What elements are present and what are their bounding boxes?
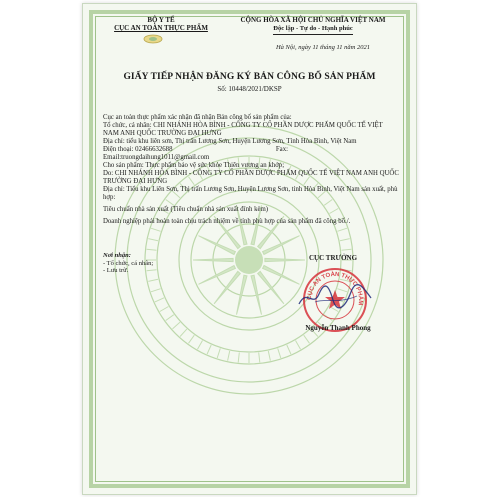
- intro-line: Cục an toàn thực phẩm xác nhận đã nhận Bản công bố sản phẩm của:: [103, 114, 292, 121]
- handwritten-signature: [295, 282, 375, 312]
- agency-logo-icon: [143, 34, 163, 44]
- signer-name: Nguyễn Thanh Phong: [305, 324, 371, 332]
- national-header: [223, 16, 403, 35]
- responsibility-line: Doanh nghiệp phải hoàn toàn chịu trách nhiệm về tính phù hợp của sản phẩm đã công bố./.: [103, 218, 351, 226]
- recipient-item: - Lưu trữ.: [103, 267, 129, 275]
- standard-line: Tiêu chuẩn nhà sản xuất (Tiêu chuẩn nhà sản xuất đính kèm): [103, 206, 269, 214]
- national-motto: Độc lập - Tự do - Hạnh phúc: [273, 25, 352, 35]
- ministry-name: BỘ Y TẾ: [147, 16, 175, 24]
- recipients-block: [103, 252, 213, 275]
- document-body: [103, 114, 399, 226]
- producer-label: Do:: [103, 170, 114, 178]
- recipient-item: - Tổ chức, cá nhân;: [103, 259, 154, 267]
- phone-fax-line: [103, 146, 399, 154]
- fax-label: Fax:: [275, 146, 288, 154]
- product-line: Cho sản phẩm: Thực phẩm bảo vệ sức khỏe Thiên vương an khớp;: [103, 162, 285, 170]
- signer-title: CỤC TRƯỞNG: [308, 254, 358, 262]
- producer-address-line: Địa chỉ: Tiểu khu Liên Sơn, Thị trấn Lương Sơn, Huyện Lương Sơn, tỉnh Hòa Bình, Việt Nam sản xuất, phù hợp:: [103, 186, 398, 202]
- email-line: [103, 154, 399, 162]
- email-label: Email:: [103, 154, 122, 162]
- document-number: Số: 10448/2021/DKSP: [217, 85, 282, 93]
- phone-value: 02466632688: [135, 146, 173, 154]
- document-title: GIẤY TIẾP NHẬN ĐĂNG KÝ BẢN CÔNG BỐ SẢN PHẨM: [123, 72, 376, 82]
- producer-value: CHI NHÁNH HÒA BÌNH - CÔNG TY CỔ PHẦN DƯỢC PHẨM QUỐC TẾ VIỆT NAM ANH QUỐC TRƯỜNG ĐẠI HƯNG: [103, 170, 399, 186]
- seal-text: CỤC AN TOÀN THỰC PHẨM: [306, 271, 364, 306]
- issue-date: Hà Nội, ngày 11 tháng 11 năm 2021: [275, 44, 370, 51]
- email-value: truongdaihung1011@gmail.com: [121, 154, 210, 162]
- issuer-header: [101, 16, 221, 33]
- address-line: Địa chỉ: tiểu khu liên sơn, Thị trấn Lương Sơn, Huyện Lương Sơn, Tỉnh Hòa Bình, Việt Nam: [103, 138, 357, 146]
- phone-label: Điện thoại:: [103, 146, 134, 154]
- recipients-heading: Nơi nhận:: [103, 252, 131, 259]
- producer-line: [103, 170, 399, 186]
- country-name: CỘNG HÒA XÃ HỘI CHỦ NGHĨA VIỆT NAM: [240, 16, 386, 24]
- agency-name: CỤC AN TOÀN THỰC PHẨM: [114, 24, 208, 33]
- certificate-document: [82, 3, 417, 495]
- organization-line: Tổ chức, cá nhân: CHI NHÁNH HÒA BÌNH - CÔNG TY CỔ PHẦN DƯỢC PHẨM QUỐC TẾ VIỆT NAM ANH QUỐC TRƯỜNG ĐẠI HƯNG: [103, 122, 383, 138]
